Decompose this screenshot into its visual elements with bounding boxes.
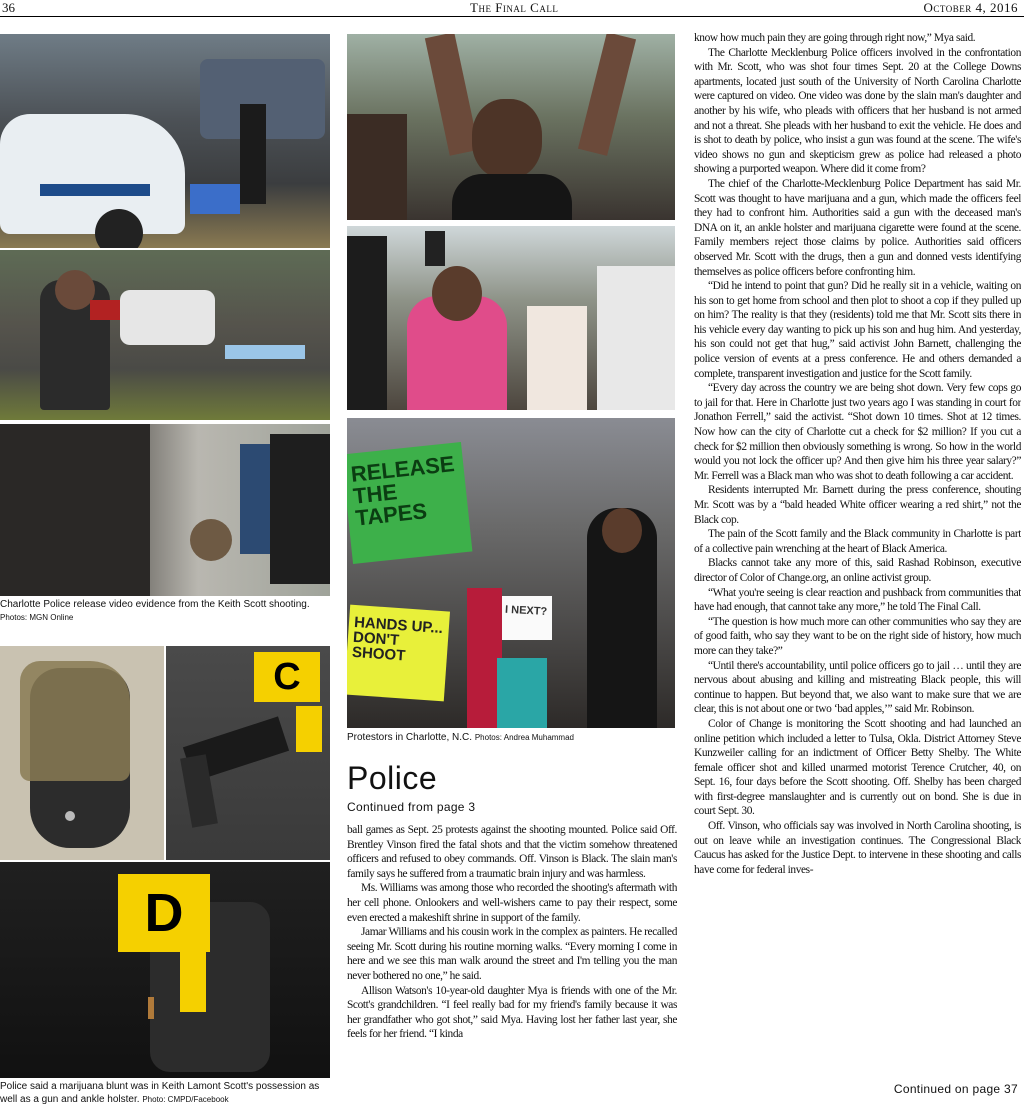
page-header — [0, 0, 1024, 17]
protest-photo-1 — [347, 34, 675, 220]
page-number: 36 — [2, 0, 15, 15]
article-middle-column — [347, 823, 677, 1099]
paragraph: Blacks cannot take any more of this, said Rashad Robinson, executive director of Color of Change.org, an online activist group. — [694, 557, 1021, 584]
paragraph: “Every day across the country we are being shot down. Very few cops go to jail for that. Here in Charlotte just two years ago I was standing in court for Jonathon Ferrell,” said the activist. “Shot down 10 times. Shot at 12 times. Now how can the city of Charlotte cut a check for $2 million? If you cut a check for $2 million then obviously something is wrong. So how in the world would you not lock the officer up? And then give him his three year salary?” Mr. Ferrell was a Black man who was shot to death following a car accident. — [694, 382, 1021, 482]
gun-photo — [166, 646, 330, 860]
protest-photo-2 — [347, 226, 675, 410]
paragraph: Jamar Williams and his cousin work in the complex as painters. He recalled seeing Mr. Scott during his routine morning walks. “Every morning I come in here and we see this man walk around the street and I'm telling you the man never bothered no one,” he said. — [347, 926, 677, 982]
protest-photo-3 — [347, 418, 675, 728]
blunt-photo — [0, 862, 330, 1078]
article-right-column — [694, 31, 1021, 1081]
video-still-3 — [0, 424, 330, 596]
paragraph: “Did he intend to point that gun? Did he really sit in a vehicle, waiting on his son to get home from school and then plot to shoot a cop if they pulled up on him? The reality is that they (residents) told me that Mr. Scott sits there in his vehicle every day wanting to pick up his son and hug him. And yesterday, his son could not get that hug,” said activist John Barnett, challenging the police version of events at a press conference. He and others demanded a complete, transparent investigation and justice for the Scott family. — [694, 280, 1021, 380]
continued-on: Continued on page 37 — [893, 1082, 1018, 1096]
continued-from: Continued from page 3 — [347, 800, 476, 814]
paragraph: Allison Watson's 10-year-old daughter Mya is friends with one of the Mr. Scott's grandchildren. “I feel really bad for my friend's family because it was her grandfather who got shot,” said Mya. Having lost her father last year, she feels for her friend. “I kinda — [347, 984, 677, 1041]
article-headline: Police — [347, 760, 438, 796]
publication-title: The Final Call — [470, 0, 559, 15]
paragraph: ball games as Sept. 25 protests against the shooting mounted. Police said Off. Brentley Vinson fired the fatal shots and that the victim somehow threatened officers and refused to obey commands. Off. Vinson is Black. The slain man's family says he suffered from a traumatic brain injury and was harmless. — [347, 824, 677, 880]
paragraph: Ms. Williams was among those who recorded the shooting's aftermath with her cell phone. Onlookers and well-wishers came to pay their respect, some even erected a makeshift shrine in support of the family. — [347, 882, 677, 924]
photo-credit: Photo: CMPD/Facebook — [142, 1095, 229, 1104]
caption-text: Protestors in Charlotte, N.C. — [347, 732, 473, 743]
paragraph: Color of Change is monitoring the Scott shooting and had launched an online petition which included a letter to Tulsa, Okla. District Attorney Steve Kunzweiler calling for an indictment of Officer Betty Shelby. The White female officer shot and killed unarmed motorist Terence Crutcher, 40, on Sept. 16, four days before the Scott shooting. Off. Shelby has been charged with first-degree manslaughter and is currently out on bond. She is due in court Sept. 30. — [694, 717, 1021, 818]
marker-d-label: D — [144, 883, 184, 943]
evidence-marker-c — [254, 652, 320, 702]
caption-evidence — [0, 1080, 330, 1106]
photo-credit: Photos: Andrea Muhammad — [474, 733, 574, 742]
paragraph: The Charlotte Mecklenburg Police officers involved in the confrontation with Mr. Scott, who was shot four times Sept. 20 at the College Downs apartments, located just south of the University of North Carolina Charlotte were captured on video. One video was done by the slain man's daughter and another by his wife, who pleads with officers that her husband is not armed and not a threat. She pleads with her husband to exit the vehicle. He does and is shot to death by police, who insist a gun was found at the scene. The wife's video shows no gun and skepticism grew as police had released a photo showing a purported weapon. Where did it come from? — [694, 46, 1021, 176]
photo-credit: Photos: MGN Online — [0, 613, 74, 622]
caption-text: Charlotte Police release video evidence from the Keith Scott shooting. — [0, 599, 310, 610]
paragraph: The chief of the Charlotte-Mecklenburg Police Department has said Mr. Scott was thought to have marijuana and a gun, which made the officers feel they had to confront him. Authorities said a gun with the deceased man's DNA on it, an ankle holster and marijuana cigarette were found at the scene. Family members reject those claims by police. Authorities said officers observed Mr. Scott with the drugs, then a gun and donned vests identifying themselves as police officers before confronting him. — [694, 177, 1021, 278]
caption-protestors — [347, 731, 675, 744]
sign-hands-up — [352, 615, 447, 666]
paragraph: “The question is how much more can other communities who say they are of good faith, who say they want to be on the right side of history, how much more can they take?” — [694, 615, 1021, 657]
sign-hands-up-text: HANDS UP... DON'T SHOOT — [351, 613, 444, 665]
marker-c-label: C — [273, 655, 301, 698]
sign-next — [505, 605, 552, 618]
caption-video-evidence — [0, 598, 330, 624]
video-still-1 — [0, 34, 330, 248]
paragraph: The pain of the Scott family and the Black community in Charlotte is part of a collective pain wrenching at the heart of Black America. — [694, 528, 1021, 555]
holster-photo — [0, 646, 164, 860]
sign-release-tapes-text: RELEASE THE TAPES — [349, 451, 456, 531]
sign-release-tapes — [350, 452, 466, 529]
paragraph: know how much pain they are going through right now,” Mya said. — [694, 32, 976, 44]
paragraph: “What you're seeing is clear reaction and pushback from communities that have had enough, that cannot take any more,” he told The Final Call. — [694, 586, 1021, 614]
paragraph: Off. Vinson, who officials say was involved in North Carolina shooting, is out on leave while an investigation continues. The Congressional Black Caucus has asked for the Justice Dept. to intervene in these shooting and calls have come for federal inves- — [694, 820, 1021, 876]
issue-date: October 4, 2016 — [923, 0, 1018, 15]
evidence-marker-d — [118, 874, 210, 952]
sign-next-text: I NEXT? — [504, 603, 548, 618]
video-still-2 — [0, 250, 330, 420]
paragraph: “Until there's accountability, until police officers go to jail … until they are nervous about abusing and killing and mistreating Black people, this will continue to happen. But beyond that, we also want to make sure that we are clear, this is not about one or two ‘bad apples,’” said Mr. Robinson. — [694, 659, 1021, 716]
paragraph: Residents interrupted Mr. Barnett during the press conference, shouting Mr. Scott was by a “bald headed White officer wearing a red shirt,” not the Black cop. — [694, 484, 1021, 526]
caption-text: Police said a marijuana blunt was in Keith Lamont Scott's possession as well as a gun and ankle holster. — [0, 1081, 320, 1105]
